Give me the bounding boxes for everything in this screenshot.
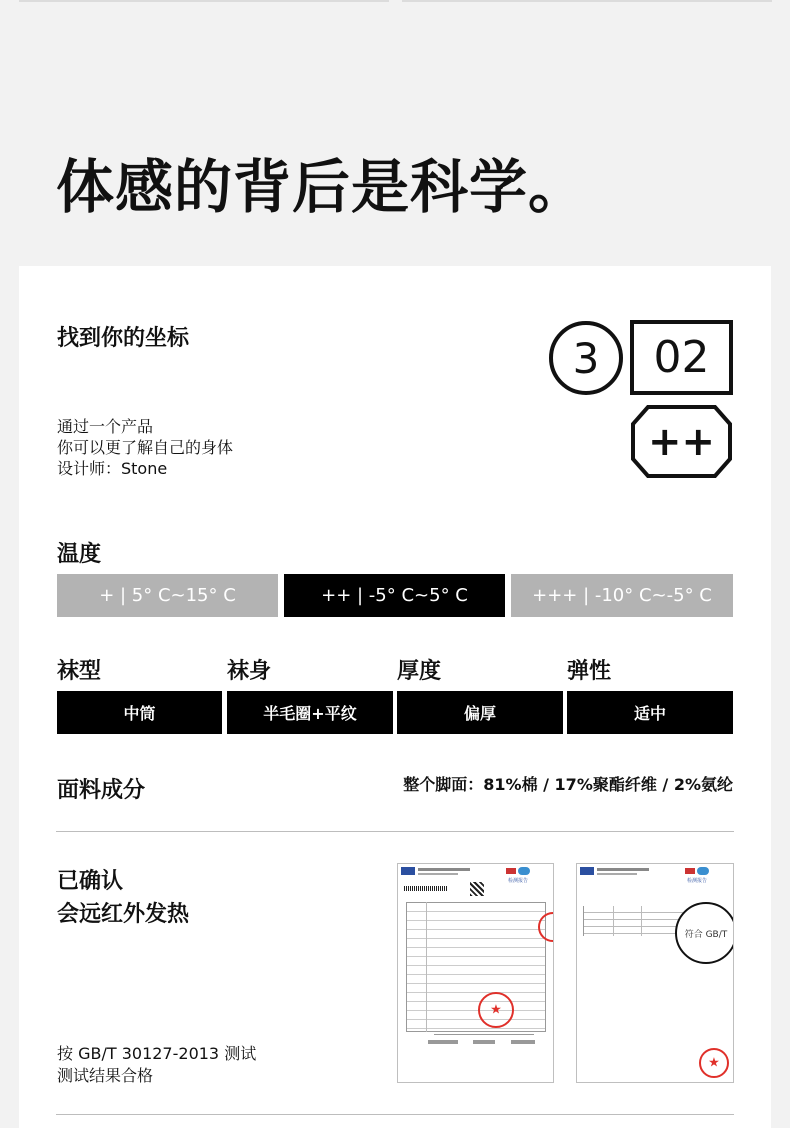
temp-option-3[interactable]: +++ | -10° C~-5° C bbox=[511, 574, 733, 617]
temperature-title: 温度 bbox=[57, 542, 102, 567]
level-badge-label: ++ bbox=[647, 418, 716, 465]
number-badge: 3 bbox=[549, 321, 623, 395]
top-divider-right bbox=[402, 0, 772, 2]
spec-value-elasticity: 适中 bbox=[567, 691, 733, 734]
report-title-2: 检测报告 bbox=[687, 878, 708, 884]
red-seal-icon: ★ bbox=[478, 992, 514, 1028]
bottom-divider bbox=[56, 1114, 734, 1115]
test-report-image-1 bbox=[397, 863, 554, 1083]
coordinate-title: 找到你的坐标 bbox=[57, 326, 190, 351]
zoom-magnifier bbox=[675, 902, 734, 964]
fabric-title: 面料成分 bbox=[57, 778, 146, 803]
top-divider-left bbox=[19, 0, 389, 2]
red-seal-icon: ★ bbox=[699, 1048, 729, 1078]
spec-value-thickness: 偏厚 bbox=[397, 691, 563, 734]
cert-title-2: 会远红外发热 bbox=[57, 902, 190, 927]
zoom-text: 符合 GB/T bbox=[684, 929, 728, 940]
cert-title-1: 已确认 bbox=[57, 869, 124, 894]
cert-note-2: 测试结果合格 bbox=[57, 1066, 154, 1085]
report-title: 检测报告 bbox=[508, 878, 529, 884]
temp-option-2[interactable]: ++ | -5° C~5° C bbox=[284, 574, 505, 617]
coordinate-desc-1: 通过一个产品 bbox=[57, 417, 154, 436]
spec-value-body: 半毛圈+平纹 bbox=[227, 691, 393, 734]
test-report-image-2 bbox=[576, 863, 734, 1083]
product-info-card bbox=[19, 266, 771, 1128]
coordinate-desc-3: 设计师：Stone bbox=[57, 459, 168, 478]
fabric-value: 整个脚面：81%棉 / 17%聚酯纤维 / 2%氨纶 bbox=[403, 775, 733, 794]
page-headline: 体感的背后是科学。 bbox=[56, 153, 588, 221]
code-badge: 02 bbox=[630, 320, 733, 395]
spec-value-type: 中筒 bbox=[57, 691, 222, 734]
spec-title-elasticity: 弹性 bbox=[567, 659, 612, 684]
level-badge bbox=[630, 404, 733, 479]
cert-note-1: 按 GB/T 30127-2013 测试 bbox=[57, 1044, 257, 1063]
spec-title-thickness: 厚度 bbox=[397, 659, 442, 684]
spec-title-type: 袜型 bbox=[57, 659, 102, 684]
temp-option-1[interactable]: + | 5° C~15° C bbox=[57, 574, 278, 617]
coordinate-desc-2: 你可以更了解自己的身体 bbox=[57, 438, 234, 457]
spec-title-body: 袜身 bbox=[227, 659, 272, 684]
section-divider bbox=[56, 831, 734, 832]
